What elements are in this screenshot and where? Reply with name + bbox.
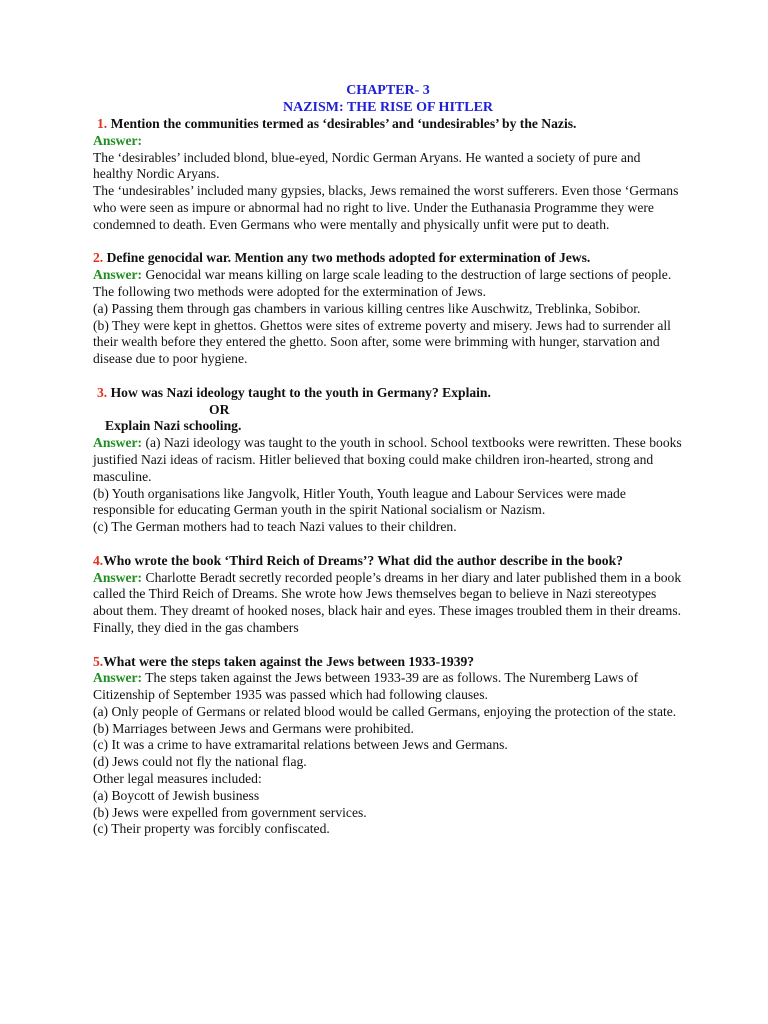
question-number: 4. xyxy=(93,552,104,568)
answer-line: (a) Only people of Germans or related blood would be called Germans, enjoying the protection of the state. xyxy=(93,703,677,719)
question-number: 5. xyxy=(93,653,104,669)
answer-line: Answer: (a) Nazi ideology was taught to the youth in school. School textbooks were rewritten. These books xyxy=(93,435,682,451)
answer-line: Other legal measures included: xyxy=(93,771,262,787)
question-2 xyxy=(93,250,683,267)
answer-label: Answer: xyxy=(93,670,143,686)
question-text: Who wrote the book ‘Third Reich of Dreams’? What did the author describe in the book? xyxy=(103,552,623,568)
question-number: 2. xyxy=(93,250,104,266)
answer-label: Answer: xyxy=(93,435,143,451)
question-3-alt: Explain Nazi schooling. xyxy=(105,418,242,434)
answer-line: (c) The German mothers had to teach Nazi values to their children. xyxy=(93,519,457,535)
answer-line: (c) Their property was forcibly confiscated. xyxy=(93,821,330,837)
answer-label: Answer: xyxy=(93,569,143,585)
question-5 xyxy=(93,654,683,671)
answer-line: (a) Passing them through gas chambers in various killing centres like Auschwitz, Treblinka, Sobibor. xyxy=(93,300,641,316)
chapter-heading: CHAPTER- 3 xyxy=(346,83,430,98)
answer-line: (b) Youth organisations like Jangvolk, Hitler Youth, Youth league and Labour Services were made responsible for educating German youth in the spirit National socialism or Nazism. xyxy=(93,485,626,518)
answer-line: (b) Jews were expelled from government services. xyxy=(93,804,367,820)
answer-line: Answer: Genocidal war means killing on large scale leading to the destruction of large sections of people. xyxy=(93,267,672,283)
answer-line: The ‘desirables’ included blond, blue-eyed, Nordic German Aryans. He wanted a society of pure and healthy Nordic Aryans. xyxy=(93,149,641,182)
answer-line: The following two methods were adopted for the extermination of Jews. xyxy=(93,283,486,299)
answer-line: The ‘undesirables’ included many gypsies, blacks, Jews remained the worst sufferers. Even those ‘Germans who were seen as impure or abnormal had no right to live. Under the Euthanasia Programme they were condemned to death. Even Germans who were mentally and physically unfit were put to death. xyxy=(93,183,679,232)
question-number: 3. xyxy=(97,384,108,400)
document-page xyxy=(93,82,683,838)
answer-line: (b) Marriages between Jews and Germans were prohibited. xyxy=(93,720,414,736)
question-text: Mention the communities termed as ‘desirables’ and ‘undesirables’ by the Nazis. xyxy=(110,116,577,131)
question-text: What were the steps taken against the Jews between 1933-1939? xyxy=(103,653,475,669)
question-1 xyxy=(93,116,683,133)
answer-line: (c) It was a crime to have extramarital relations between Jews and Germans. xyxy=(93,737,508,753)
question-text: Define genocidal war. Mention any two methods adopted for extermination of Jews. xyxy=(106,250,591,266)
answer-line: Answer: Charlotte Beradt secretly recorded people’s dreams in her diary and later published them in a book called the Third Reich of Dreams. She wrote how Jews themselves began to believe in Nazi stereotypes about them. They dreamt of hooked noses, black hair and eyes. These images troubled them in their dreams. Finally, they died in the gas chambers xyxy=(93,569,682,635)
answer-line: (d) Jews could not fly the national flag. xyxy=(93,754,307,770)
question-number: 1. xyxy=(97,116,108,131)
question-3 xyxy=(93,385,683,402)
question-4 xyxy=(93,553,683,570)
answer-line: (a) Boycott of Jewish business xyxy=(93,787,260,803)
answer-line: justified Nazi ideas of racism. Hitler believed that boxing could make children iron-hearted, strong and masculine. xyxy=(93,451,654,484)
answer-line: (b) They were kept in ghettos. Ghettos were sites of extreme poverty and misery. Jews had to surrender all their wealth before they entered the ghetto. Soon after, some were brimming with hunger, starvation and disease due to poor hygiene. xyxy=(93,317,671,367)
answer-label: Answer: xyxy=(93,267,143,283)
answer-label: Answer: xyxy=(93,132,143,148)
or-separator: OR xyxy=(209,401,230,417)
question-text: How was Nazi ideology taught to the youth in Germany? Explain. xyxy=(110,384,491,400)
chapter-title: NAZISM: THE RISE OF HITLER xyxy=(282,100,494,115)
answer-line: Answer: The steps taken against the Jews between 1933-39 are as follows. The Nuremberg Laws of Citizenship of September 1935 was passed which had following clauses. xyxy=(93,670,639,703)
